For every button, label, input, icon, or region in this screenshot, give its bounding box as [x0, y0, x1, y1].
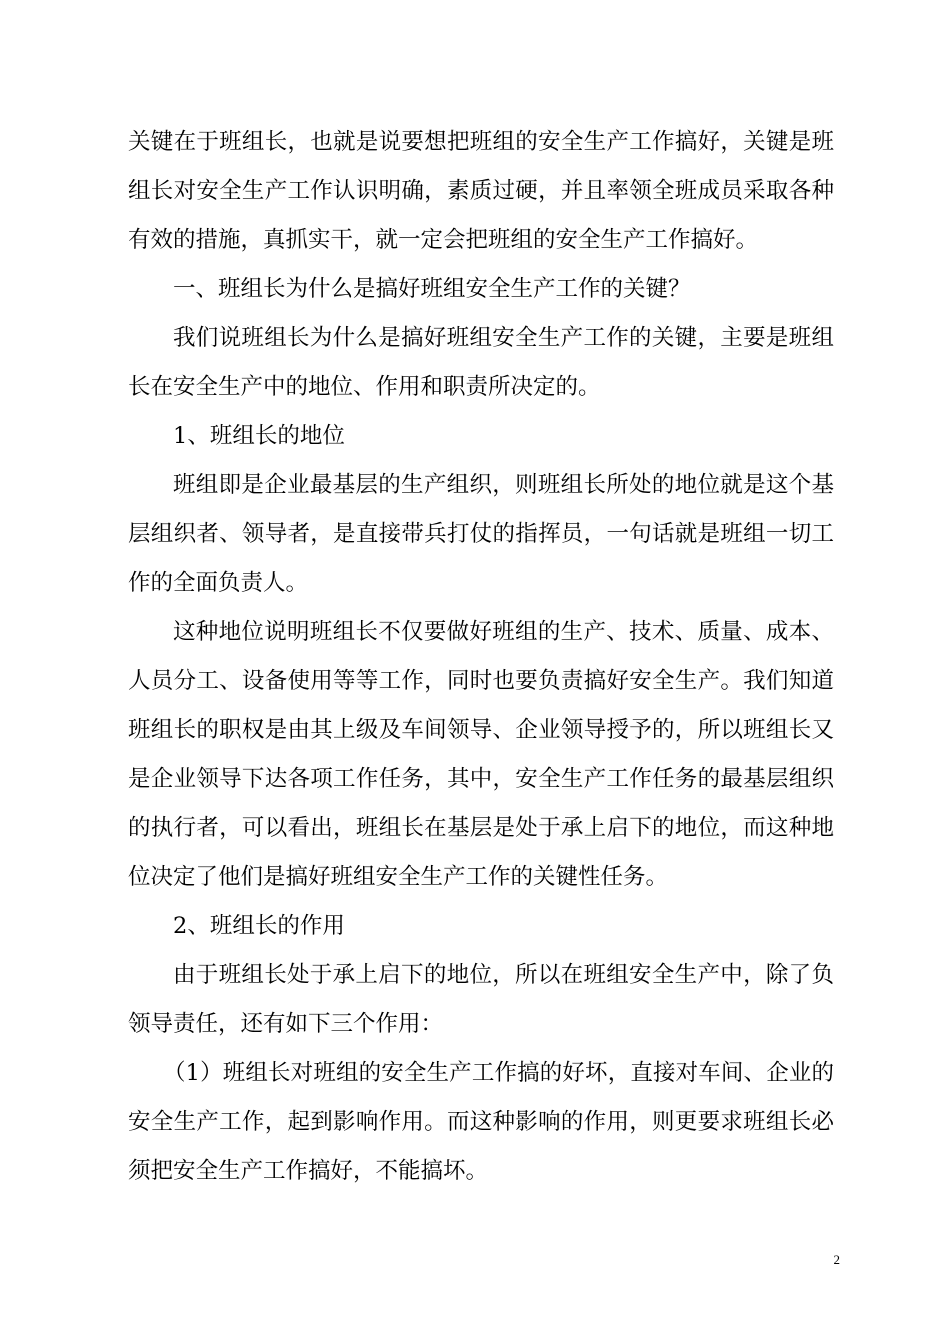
list-item-1: （1）班组长对班组的安全生产工作搞的好坏，直接对车间、企业的安全生产工作，起到影响作用。而这种影响的作用，则更要求班组长必须把安全生产工作搞好，不能搞坏。 [128, 1060, 834, 1184]
paragraph-5: 由于班组长处于承上启下的地位，所以在班组安全生产中，除了负领导责任，还有如下三个作用： [128, 962, 834, 1037]
paragraph-2: 我们说班组长为什么是搞好班组安全生产工作的关键，主要是班组长在安全生产中的地位、作用和职责所决定的。 [128, 325, 834, 400]
subheading-position: 1、班组长的地位 [173, 423, 345, 449]
paragraph-3: 班组即是企业最基层的生产组织，则班组长所处的地位就是这个基层组织者、领导者，是直接带兵打仗的指挥员，一句话就是班组一切工作的全面负责人。 [128, 472, 834, 596]
subheading-role: 2、班组长的作用 [173, 913, 345, 939]
document-body [128, 118, 834, 1196]
section-heading-1: 一、班组长为什么是搞好班组安全生产工作的关键？ [173, 276, 691, 302]
paragraph-4: 这种地位说明班组长不仅要做好班组的生产、技术、质量、成本、人员分工、设备使用等等工作，同时也要负责搞好安全生产。我们知道班组长的职权是由其上级及车间领导、企业领导授予的，所以班组长又是企业领导下达各项工作任务，其中，安全生产工作任务的最基层组织的执行者，可以看出，班组长在基层是处于承上启下的地位，而这种地位决定了他们是搞好班组安全生产工作的关键性任务。 [128, 619, 834, 890]
paragraph-1: 关键在于班组长，也就是说要想把班组的安全生产工作搞好，关键是班组长对安全生产工作认识明确，素质过硬，并且率领全班成员采取各种有效的措施，真抓实干，就一定会把班组的安全生产工作搞好。 [128, 129, 834, 253]
page-number: 2 [833, 1252, 840, 1267]
